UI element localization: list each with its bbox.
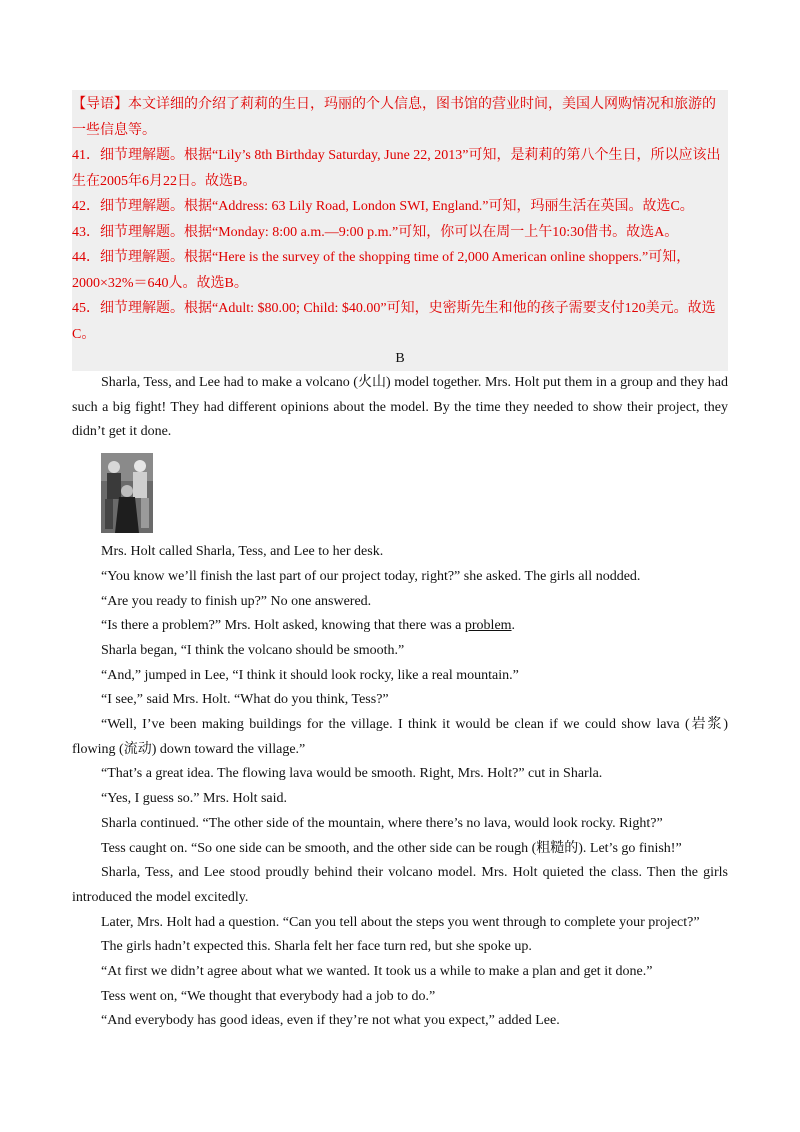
problem-sentence-end: .	[511, 618, 516, 634]
story-paragraph: Later, Mrs. Holt had a question. “Can you tell about the steps you went through to complete your project?”	[101, 914, 700, 930]
story-paragraph: “Well, I’ve been making buildings for the village. I think it would be clean if we could show lava (岩浆) flowing (流动) down toward the village.”	[72, 717, 728, 757]
story-paragraph: “You know we’ll finish the last part of our project today, right?” she asked. The girls all nodded.	[101, 568, 641, 584]
story-paragraph: Sharla, Tess, and Lee stood proudly behind their volcano model. Mrs. Holt quieted the class. Then the girls introduced the model excitedly.	[72, 865, 728, 905]
story-paragraph: Sharla, Tess, and Lee had to make a volcano (火山) model together. Mrs. Holt put them in a group and they had such a big fight! They had different opinions about the model. By the time they needed to show their project, they didn’t get it done.	[72, 375, 728, 440]
girls-illustration-image	[101, 453, 153, 533]
story-paragraph: “Yes, I guess so.” Mrs. Holt said.	[101, 791, 288, 807]
story-paragraph: “I see,” said Mrs. Holt. “What do you think, Tess?”	[101, 692, 389, 708]
guide-text: 【导语】本文详细的介绍了莉莉的生日，玛丽的个人信息，图书馆的营业时间，美国人网购情况和旅游的一些信息等。	[72, 97, 716, 138]
story-paragraph: Mrs. Holt called Sharla, Tess, and Lee to her desk.	[101, 544, 384, 560]
document-page	[72, 90, 728, 1034]
underlined-word-problem: problem	[464, 618, 512, 634]
story-paragraph: Sharla continued. “The other side of the mountain, where there’s no lava, would look rocky. Right?”	[101, 815, 663, 831]
story-paragraph: Sharla began, “I think the volcano should be smooth.”	[101, 642, 405, 658]
story-paragraph: Tess caught on. “So one side can be smooth, and the other side can be rough (粗糙的). Let’s go finish!”	[101, 840, 682, 856]
problem-sentence-start: “Is there a problem?” Mrs. Holt asked, knowing that there was a	[101, 618, 465, 634]
story-paragraph: “That’s a great idea. The flowing lava would be smooth. Right, Mrs. Holt?” cut in Sharla.	[101, 766, 603, 782]
answer-44: 44．细节理解题。根据“Here is the survey of the shopping time of 2,000 American online shoppers.”可知，2000×32%＝640人。故选B。	[72, 250, 691, 291]
story-text	[72, 371, 728, 1034]
story-paragraph: “And everybody has good ideas, even if they’re not what you expect,” added Lee.	[101, 1013, 560, 1029]
answer-45: 45．细节理解题。根据“Adult: $80.00; Child: $40.00”可知，史密斯先生和他的孩子需要支付120美元。故选C。	[72, 301, 716, 342]
story-paragraph: The girls hadn’t expected this. Sharla felt her face turn red, but she spoke up.	[101, 939, 532, 955]
answer-43: 43．细节理解题。根据“Monday: 8:00 a.m.—9:00 p.m.”可知，你可以在周一上午10:30借书。故选A。	[72, 224, 679, 240]
section-label: B	[72, 347, 728, 371]
answer-explanation-box	[72, 90, 728, 347]
answer-41: 41．细节理解题。根据“Lily’s 8th Birthday Saturday, June 22, 2013”可知，是莉莉的第八个生日，所以应该出生在2005年6月22日。故选B。	[72, 148, 721, 189]
answer-42: 42．细节理解题。根据“Address: 63 Lily Road, London SWI, England.”可知，玛丽生活在英国。故选C。	[72, 199, 694, 214]
story-paragraph-problem	[72, 614, 728, 639]
story-paragraph: “At first we didn’t agree about what we wanted. It took us a while to make a plan and get it done.”	[101, 964, 653, 980]
story-paragraph: “Are you ready to finish up?” No one answered.	[101, 593, 372, 609]
story-paragraph: “And,” jumped in Lee, “I think it should look rocky, like a real mountain.”	[101, 667, 519, 683]
story-paragraph: Tess went on, “We thought that everybody had a job to do.”	[101, 988, 436, 1004]
